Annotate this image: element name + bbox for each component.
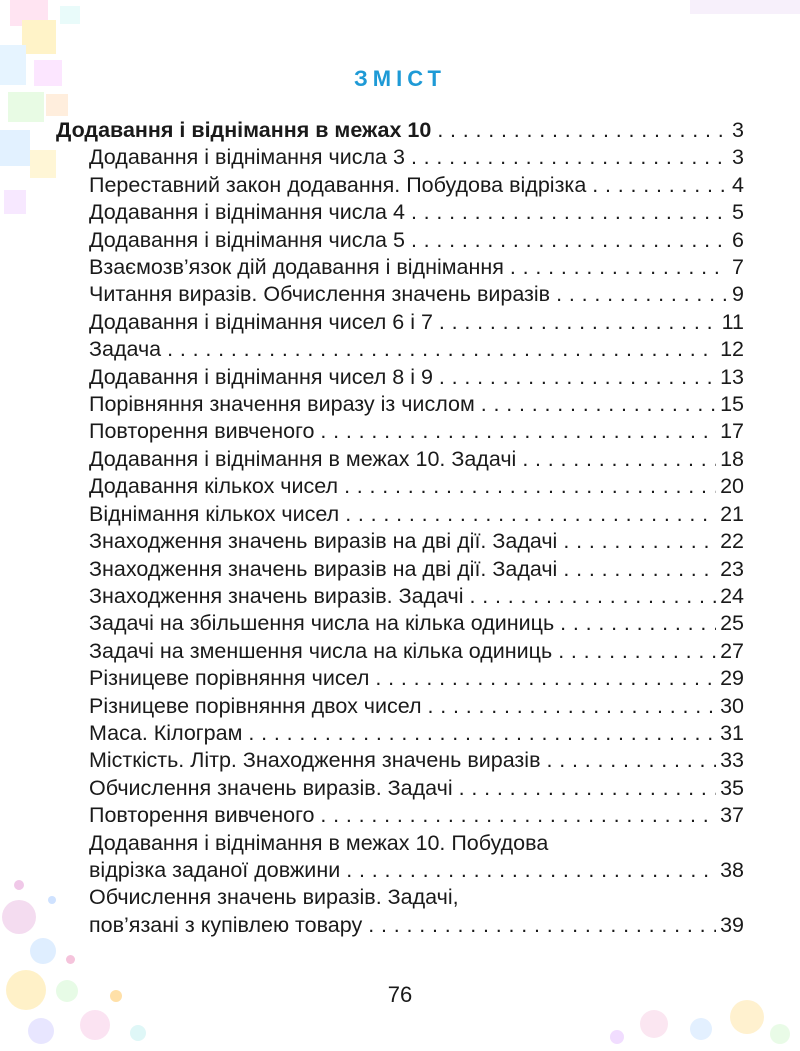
toc-entry-title: Знаходження значень виразів на дві дії. Задачі (89, 556, 558, 581)
toc-entry-title: Віднімання кількох чисел (89, 501, 340, 526)
dot-leader (167, 336, 716, 363)
toc-entry-title: Задача (89, 337, 162, 362)
toc-entry[interactable] (56, 364, 744, 391)
toc-entry-title-line1: Обчислення значень виразів. Задачі, (89, 885, 459, 910)
dot-leader (560, 610, 716, 637)
toc-entry-title-line2: відрізка заданої довжини (89, 857, 341, 882)
toc-page-number: 17 (720, 419, 744, 444)
dot-leader (547, 747, 717, 774)
toc-page-number: 38 (720, 857, 744, 882)
toc-entry[interactable] (56, 172, 744, 199)
dot-leader (556, 281, 726, 308)
toc-page-number: 22 (720, 529, 744, 554)
dot-leader (437, 117, 726, 144)
toc-entry[interactable] (56, 638, 744, 665)
toc-entry-title: Додавання і віднімання чисел 8 і 9 (89, 364, 433, 389)
toc-page-number: 6 (732, 227, 744, 252)
toc-page-number: 21 (720, 501, 744, 526)
dot-leader (522, 446, 716, 473)
toc-entry-title: Додавання і віднімання числа 4 (89, 200, 405, 225)
toc-entry[interactable] (56, 199, 744, 226)
toc-entry-title: Порівняння значення виразу із числом (89, 392, 475, 417)
toc-entry[interactable] (56, 802, 744, 829)
dot-leader (481, 391, 716, 418)
toc-entry-title-line2: пов’язані з купівлею товару (89, 912, 363, 937)
toc-page-number: 11 (721, 309, 744, 334)
dot-leader (470, 583, 717, 610)
toc-entry-title: Переставний закон додавання. Побудова відрізка (89, 172, 587, 197)
decorative-square-top-right (680, 0, 800, 60)
toc-entry-title: Місткість. Літр. Знаходження значень виразів (89, 748, 541, 773)
dot-leader (411, 199, 726, 226)
toc-entry-title: Задачі на збільшення числа на кілька одиниць (89, 611, 555, 636)
dot-leader (346, 857, 716, 884)
toc-entry-title: Читання виразів. Обчислення значень виразів (89, 282, 551, 307)
dot-leader (344, 473, 716, 500)
toc-page-number: 33 (720, 748, 744, 773)
toc-entry-title: Додавання і віднімання в межах 10. Задачі (89, 446, 517, 471)
toc-page-number: 24 (720, 583, 744, 608)
toc-page-number: 9 (732, 282, 744, 307)
page-title: ЗМІСТ (354, 66, 446, 91)
toc-page-number: 4 (732, 172, 744, 197)
toc-entry-title: Додавання і віднімання числа 3 (89, 145, 405, 170)
toc-entry[interactable] (56, 747, 744, 774)
toc-entry[interactable] (56, 693, 744, 720)
toc-entry[interactable] (56, 556, 744, 583)
toc-entry[interactable] (56, 336, 744, 363)
toc-entry[interactable] (56, 610, 744, 637)
dot-leader (592, 172, 726, 199)
toc-page-number: 13 (720, 364, 744, 389)
table-of-contents (56, 117, 744, 939)
toc-entry-title: Додавання кількох чисел (89, 474, 339, 499)
toc-entry-title: Додавання і віднімання чисел 6 і 7 (89, 309, 433, 334)
toc-entry[interactable] (56, 418, 744, 445)
toc-entry-title: Обчислення значень виразів. Задачі (89, 775, 453, 800)
toc-entry[interactable] (56, 473, 744, 500)
toc-entry[interactable] (56, 775, 744, 802)
toc-entry-title: Різницеве порівняння двох чисел (89, 693, 422, 718)
toc-page-number: 7 (732, 255, 744, 280)
toc-page-number: 5 (732, 200, 744, 225)
toc-entry[interactable] (56, 281, 744, 308)
dot-leader (411, 144, 726, 171)
toc-page-number: 25 (720, 611, 744, 636)
toc-page-number: 23 (720, 556, 744, 581)
toc-entry-title: Різницеве порівняння чисел (89, 666, 370, 691)
dot-leader (510, 254, 726, 281)
page-number: 76 (387, 982, 413, 1007)
toc-entry-title: Взаємозв’язок дій додавання і віднімання (89, 255, 504, 280)
toc-entry-title: Задачі на зменшення числа на кілька одиниць (89, 638, 553, 663)
toc-page-number: 3 (732, 118, 744, 142)
toc-entry-title-line1: Додавання і віднімання в межах 10. Побудова (89, 830, 549, 855)
dot-leader (563, 556, 716, 583)
toc-page-number: 18 (720, 446, 744, 471)
toc-page-number: 31 (720, 720, 744, 745)
toc-entry-title: Знаходження значень виразів. Задачі (89, 583, 464, 608)
dot-leader (558, 638, 716, 665)
dot-leader (248, 720, 716, 747)
toc-page-number: 15 (720, 392, 744, 417)
dot-leader (459, 775, 716, 802)
toc-entry-title: Повторення вивченого (89, 419, 315, 444)
toc-entry[interactable] (56, 309, 744, 336)
dot-leader (320, 418, 716, 445)
toc-entry-wrapped[interactable] (56, 830, 744, 885)
dot-leader (368, 912, 716, 939)
toc-entry-title: Повторення вивченого (89, 803, 315, 828)
toc-page-number: 37 (720, 803, 744, 828)
toc-page-number: 39 (720, 912, 744, 937)
toc-entry-title: Маса. Кілограм (89, 720, 243, 745)
dot-leader (345, 501, 716, 528)
toc-page-number: 29 (720, 666, 744, 691)
dot-leader (428, 693, 717, 720)
dot-leader (320, 802, 716, 829)
toc-entry-title: Додавання і віднімання числа 5 (89, 227, 405, 252)
toc-page-number: 30 (720, 693, 744, 718)
dot-leader (439, 309, 718, 336)
toc-entry[interactable] (56, 665, 744, 692)
toc-entry[interactable] (56, 227, 744, 254)
dot-leader (563, 528, 716, 555)
toc-entry[interactable] (56, 720, 744, 747)
toc-section-heading[interactable] (56, 117, 744, 144)
toc-entry[interactable] (56, 446, 744, 473)
toc-page-number: 35 (720, 775, 744, 800)
toc-entry[interactable] (56, 528, 744, 555)
toc-entry[interactable] (56, 144, 744, 171)
toc-entry[interactable] (56, 501, 744, 528)
toc-entry[interactable] (56, 583, 744, 610)
toc-page-number: 20 (720, 474, 744, 499)
toc-page-number: 12 (720, 337, 744, 362)
toc-entry[interactable] (56, 254, 744, 281)
dot-leader (411, 227, 726, 254)
toc-page-number: 27 (720, 638, 744, 663)
toc-page-number: 3 (732, 145, 744, 170)
toc-entry-title: Знаходження значень виразів на дві дії. Задачі (89, 529, 558, 554)
dot-leader (439, 364, 716, 391)
dot-leader (375, 665, 716, 692)
toc-entry-wrapped[interactable] (56, 884, 744, 939)
toc-section-title: Додавання і віднімання в межах 10 (56, 118, 432, 142)
toc-entry[interactable] (56, 391, 744, 418)
